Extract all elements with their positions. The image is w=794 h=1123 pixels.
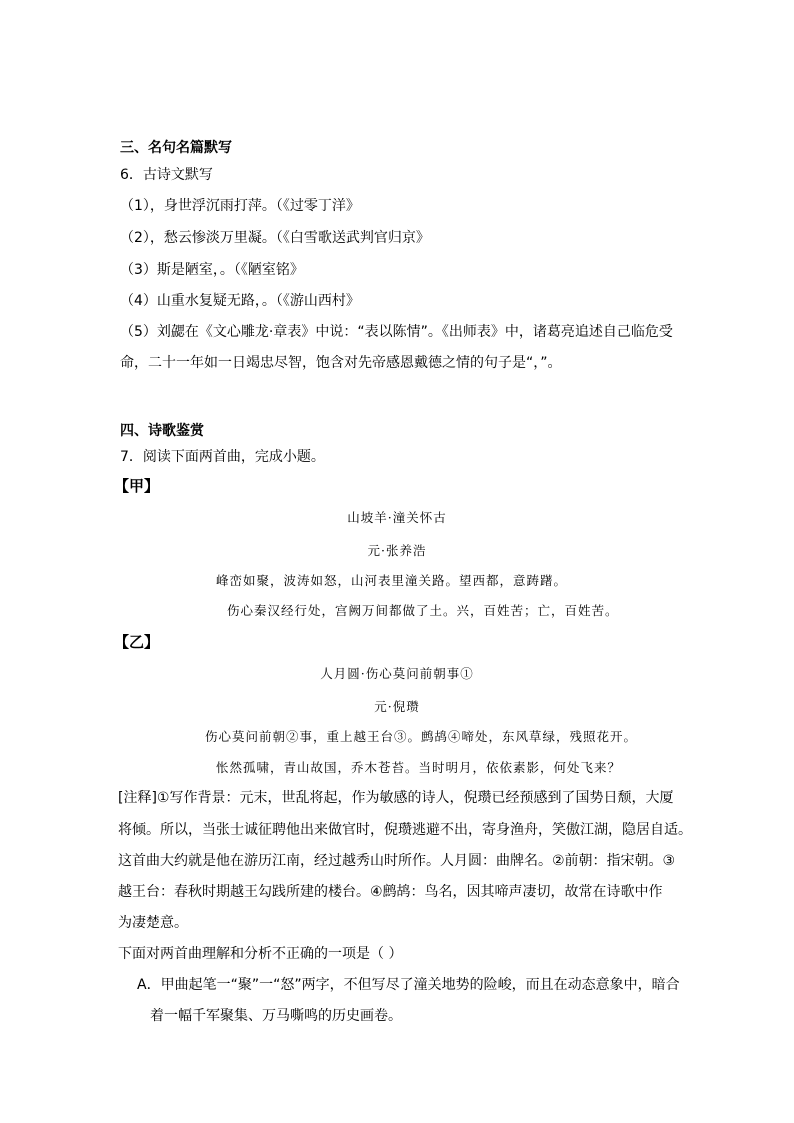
fill-item-5-line-2: 命，二十一年如一日竭忠尽智，饱含对先帝感恩戴德之情的句子是“，”。 (120, 355, 562, 371)
question-6-title: 6．古诗文默写 (120, 167, 213, 183)
annotation-line-4: 越王台：春秋时期越王勾践所建的楼台。④鹧鸪：鸟名，因其啼声凄切，故常在诗歌中作 (118, 884, 663, 900)
annotation-line-3: 这首曲大约就是他在游历江南，经过越秀山时所作。人月圆：曲牌名。②前朝：指宋朝。③ (118, 853, 676, 869)
annotation-line-2: 将倾。所以，当张士诚征聘他出来做官时，倪瓒逃避不出，寄身渔舟，笑傲江湖，隐居自适。 (118, 822, 692, 838)
poem-jia-label: 【甲】 (114, 477, 160, 495)
fill-item-3: （3）斯是陋室，。（《陋室铭》 (120, 262, 304, 278)
poem-yi-line-2: 怅然孤啸，青山故国，乔木苍苔。当时明月，依依素影，何处飞来？ (216, 760, 622, 775)
fill-item-4: （4）山重水复疑无路，。（《游山西村》 (120, 293, 360, 309)
fill-item-1: （1），身世浮沉雨打萍。（《过零丁洋》 (120, 198, 360, 214)
section-4-heading: 四、诗歌鉴赏 (120, 423, 204, 439)
section-3-heading: 三、名句名篇默写 (120, 140, 232, 156)
poem-yi-title: 人月圆·伤心莫问前朝事① (320, 666, 474, 681)
annotation-line-5: 为凄楚意。 (118, 915, 188, 931)
poem-yi-line-1: 伤心莫问前朝②事，重上越王台③。鹧鸪④啼处，东风草绿，残照花开。 (205, 729, 638, 744)
fill-item-5-line-1: （5）刘勰在《文心雕龙·章表》中说：“表以陈情”。《出师表》中，诸葛亮追述自己临危受 (120, 324, 673, 340)
option-a-line-1: A．甲曲起笔一“聚”一“怒”两字，不但写尽了潼关地势的险峻，而且在动态意象中，暗合 (137, 977, 680, 993)
question-prompt: 下面对两首曲理解和分析不正确的一项是（ ） (118, 946, 403, 962)
poem-jia-title: 山坡羊·潼关怀古 (347, 510, 447, 525)
fill-item-2: （2），愁云惨淡万里凝。（《白雪歌送武判官归京》 (120, 230, 430, 246)
poem-yi-author: 元·倪瓒 (374, 699, 420, 714)
annotation-line-1: [注释]①写作背景：元末，世乱将起，作为敏感的诗人，倪瓒已经预感到了国势日颓，大厦 (118, 790, 674, 806)
poem-yi-label: 【乙】 (114, 633, 160, 651)
poem-jia-line-1: 峰峦如聚，波涛如怒，山河表里潼关路。望西都，意踌躇。 (216, 573, 568, 588)
question-7-title: 7．阅读下面两首曲，完成小题。 (120, 449, 325, 465)
option-a-line-2: 着一幅千军聚集、万马嘶鸣的历史画卷。 (150, 1008, 402, 1024)
poem-jia-line-2: 伤心秦汉经行处，宫阙万间都做了土。兴，百姓苦；亡，百姓苦。 (227, 603, 619, 618)
poem-jia-author: 元·张养浩 (367, 543, 427, 558)
